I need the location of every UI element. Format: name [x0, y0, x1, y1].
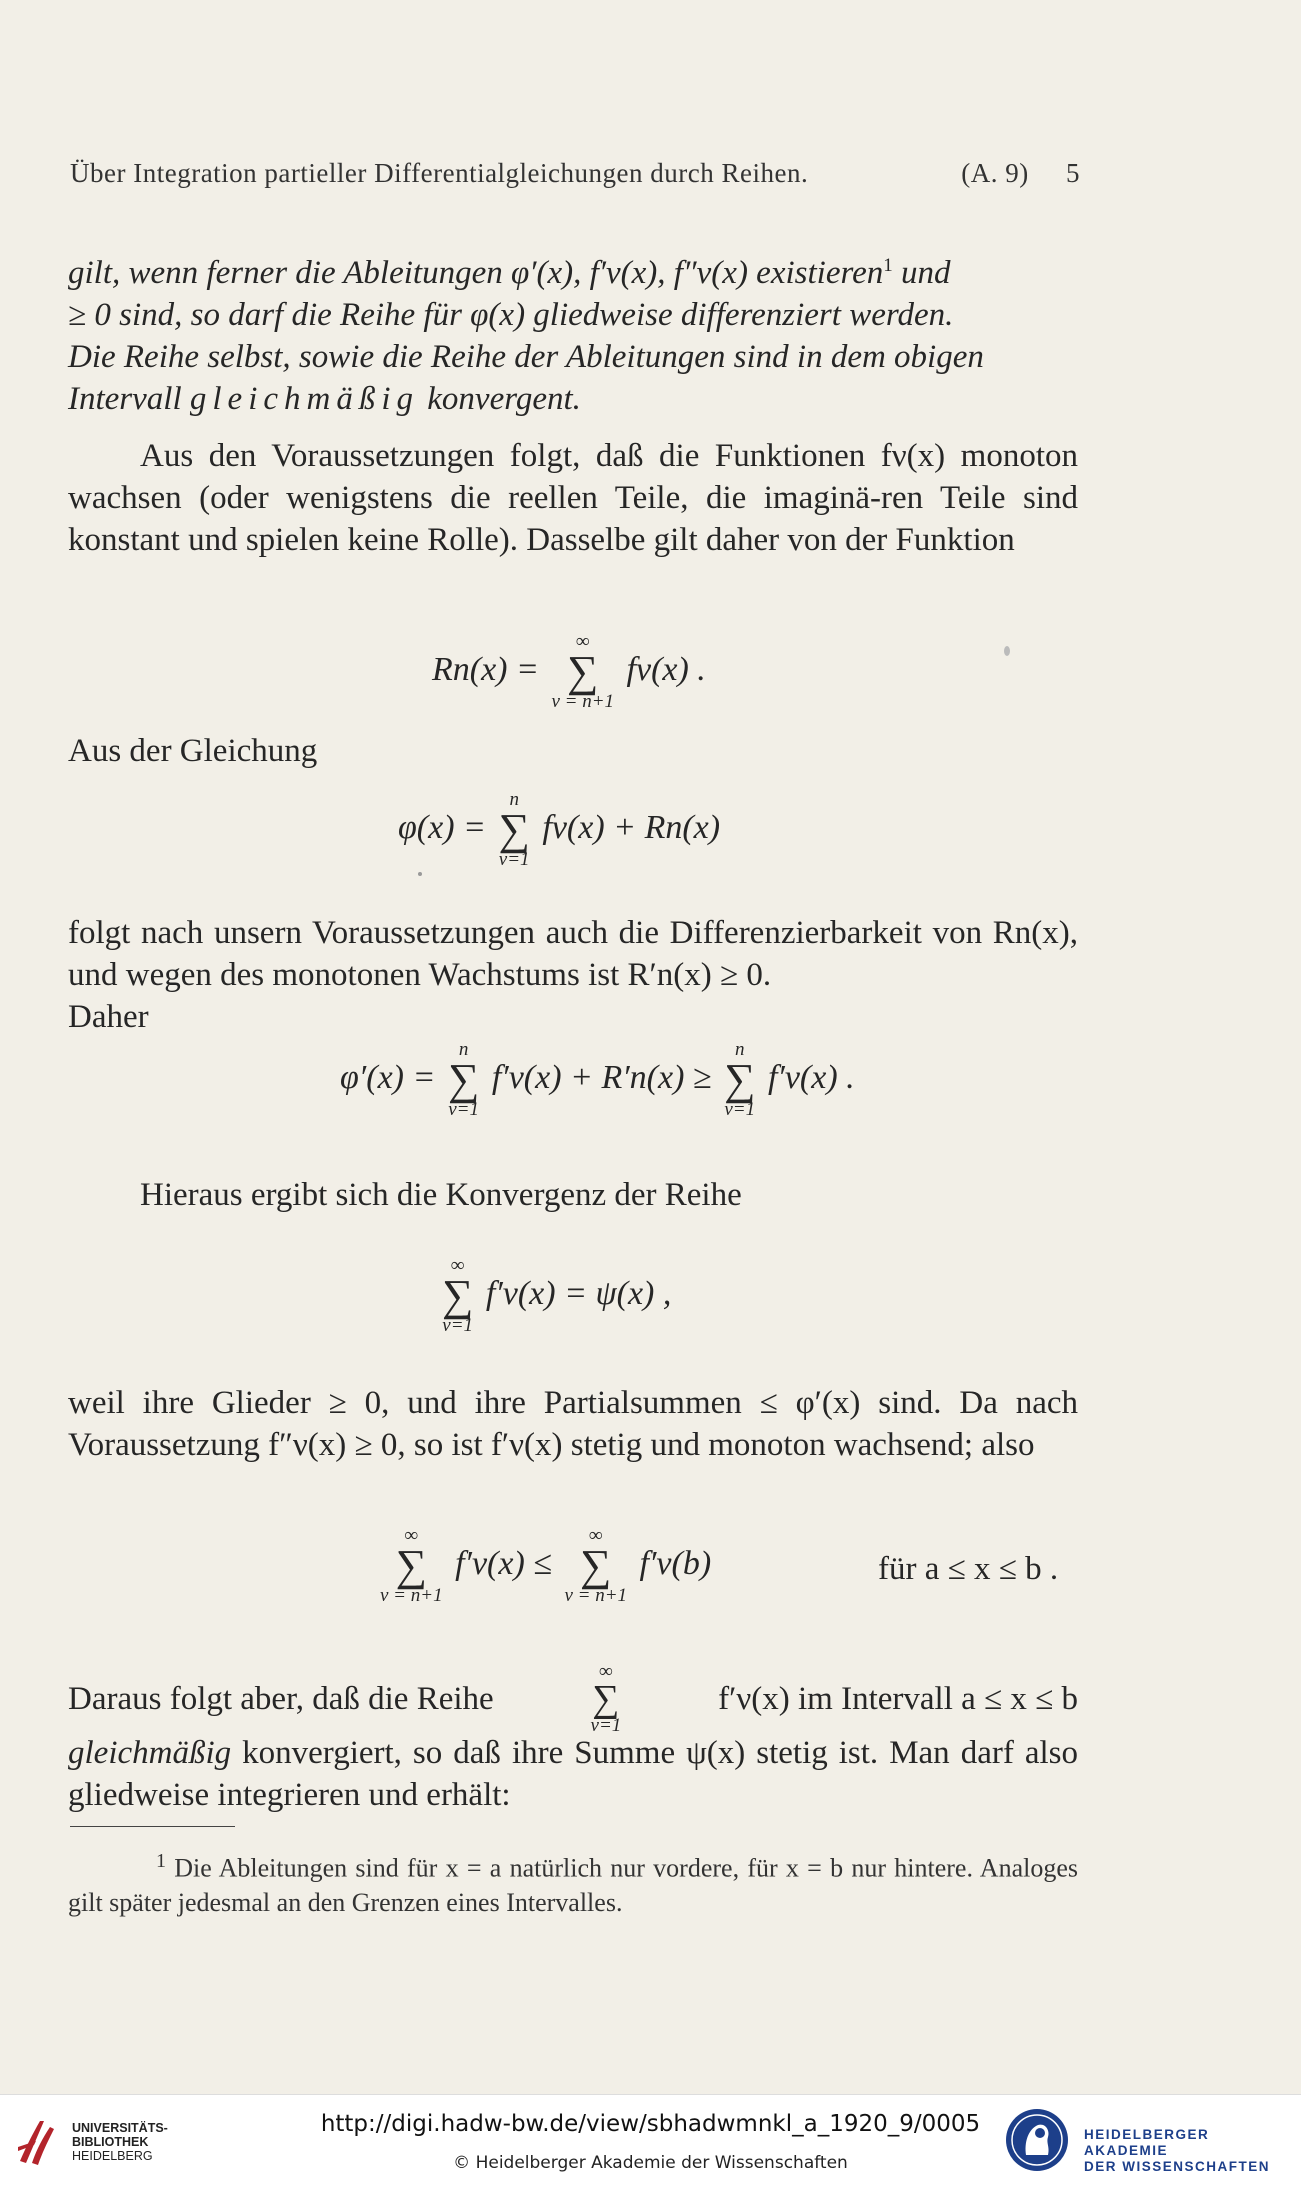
- hadw-line-2: DER WISSENSCHAFTEN: [1084, 2159, 1271, 2174]
- theorem-paragraph: [68, 245, 1078, 420]
- equation-inequality: [376, 1526, 711, 1606]
- label-gleichung: Aus der Gleichung: [68, 733, 318, 769]
- paper-speck: [418, 872, 422, 876]
- page-number: 5: [1066, 158, 1080, 188]
- paper-speck: [1004, 646, 1010, 656]
- sum-lower: ν=1: [498, 849, 530, 870]
- theorem-line-4a: Intervall: [68, 381, 190, 417]
- sum-symbol: n ∑ ν=1: [724, 1039, 756, 1120]
- sum-lower: ν=1: [442, 1315, 474, 1336]
- eq5-mid: f′ν(x) ≤: [455, 1544, 552, 1582]
- eq5-rhs: f′ν(b): [639, 1544, 712, 1582]
- italic-gleichmaessig: gleichmäßig: [68, 1735, 232, 1771]
- intervall-text: f′ν(x) im Intervall a ≤ x ≤ b: [718, 1681, 1078, 1717]
- header-title: Über Integration partieller Differentialgleichungen durch Reihen.: [70, 158, 809, 188]
- theorem-line-1-end: und: [892, 255, 951, 291]
- theorem-line-3: Die Reihe selbst, sowie die Reihe der Ableitungen sind in dem obigen: [68, 339, 984, 375]
- sum-upper: ∞: [450, 1255, 465, 1276]
- paragraph-voraussetzungen: Aus den Voraussetzungen folgt, daß die Funktionen fν(x) monoton wachsen (oder wenigstens die reellen Teile, die imaginä-ren Teile sind konstant und spielen keine Rolle). Dasselbe gilt daher von der Funktion: [68, 438, 1078, 558]
- eq3-rhs: f′ν(x) .: [767, 1058, 855, 1096]
- copyright-notice: © Heidelberger Akademie der Wissenschaften: [453, 2153, 848, 2173]
- sum-lower: ν = n+1: [564, 1585, 628, 1606]
- eq1-rhs: fν(x) .: [626, 650, 706, 688]
- eq3-mid: f′ν(x) + R′n(x) ≥: [491, 1058, 712, 1096]
- spaced-emphasis: gleichmäßig: [189, 381, 420, 417]
- equation-phi-prime: [340, 1040, 855, 1120]
- sum-symbol: ∞ ∑ ν=1: [590, 1661, 622, 1736]
- theorem-line-1-text: gilt, wenn ferner die Ableitungen φ′(x), f′ν(x), f″ν(x) existieren: [68, 255, 884, 291]
- ub-line-2: BIBLIOTHEK: [72, 2135, 149, 2149]
- sum-symbol: ∞ ∑ ν = n+1: [380, 1525, 443, 1606]
- hadw-logo-text: [1084, 2127, 1294, 2175]
- theorem-line-2: ≥ 0 sind, so darf die Reihe für φ(x) gliedweise differenziert werden.: [68, 297, 954, 333]
- sum-upper: n: [735, 1039, 745, 1060]
- theorem-line-4: [68, 378, 1078, 420]
- eq2-lhs: φ(x) =: [398, 808, 486, 846]
- footnote: [68, 1844, 1078, 1920]
- paragraph-differenzierbarkeit: folgt nach unsern Voraussetzungen auch die Differenzierbarkeit von Rn(x), und wegen des monotonen Wachstums ist R′n(x) ≥ 0.: [68, 915, 1078, 993]
- paragraph-gleichmaessig: [68, 1662, 1078, 1816]
- eq4-rhs: f′ν(x) = ψ(x) ,: [485, 1274, 672, 1312]
- sum-upper: n: [509, 789, 519, 810]
- header-right: [931, 158, 1080, 189]
- sum-upper: ∞: [588, 1525, 603, 1546]
- ub-line-3: HEIDELBERG: [72, 2149, 153, 2163]
- equation-phi: [398, 790, 720, 870]
- academy-seal-icon: [1004, 2107, 1070, 2173]
- theorem-line-4c: konvergent.: [419, 381, 581, 417]
- ub-line-1: UNIVERSITÄTS-: [72, 2121, 168, 2135]
- paragraph-gleichmaessig-line-1: [68, 1662, 1078, 1736]
- paragraph-gleichmaessig-rest: [68, 1732, 1078, 1816]
- sum-symbol: ∞ ∑ ν = n+1: [564, 1525, 628, 1606]
- sum-lower: ν = n+1: [380, 1585, 443, 1606]
- footnote-rule: [70, 1826, 235, 1827]
- permalink-url[interactable]: http://digi.hadw-bw.de/view/sbhadwmnkl_a_1920_9/0005: [320, 2111, 981, 2137]
- label-daher: Daher: [68, 999, 149, 1035]
- sum-lower: ν=1: [724, 1099, 756, 1120]
- hadw-line-1: HEIDELBERGER AKADEMIE: [1084, 2127, 1210, 2158]
- equation-rn: [432, 632, 706, 712]
- eq1-lhs: Rn(x) =: [432, 650, 539, 688]
- sum-upper: n: [458, 1039, 469, 1060]
- sum-symbol: n ∑ ν=1: [498, 789, 530, 870]
- sum-lower: ν = n+1: [551, 691, 615, 712]
- sum-upper: ∞: [404, 1525, 419, 1546]
- sum-symbol: ∞ ∑ ν=1: [442, 1255, 474, 1336]
- footnote-ref: 1: [883, 255, 893, 276]
- paragraph-glieder: weil ihre Glieder ≥ 0, und ihre Partialsummen ≤ φ′(x) sind. Da nach Voraussetzung f″ν(x) ≥ 0, so ist f′ν(x) stetig und monoton wachsend; also: [68, 1385, 1078, 1463]
- hadw-logo[interactable]: [1004, 2105, 1294, 2179]
- sum-symbol: n ∑ ν=1: [447, 1039, 480, 1120]
- eq2-rhs: fν(x) + Rn(x): [542, 808, 721, 846]
- paragraph-konvergenz: Hieraus ergibt sich die Konvergenz der Reihe: [140, 1177, 742, 1213]
- header-section: (A. 9): [961, 158, 1029, 188]
- daraus-text: Daraus folgt aber, daß die Reihe: [68, 1681, 494, 1717]
- sum-lower: ν=1: [448, 1099, 479, 1120]
- konvergiert-text: konvergiert, so daß ihre Summe ψ(x) stetig ist. Man darf also gliedweise integrieren und erhält:: [68, 1735, 1078, 1813]
- sum-upper: ∞: [575, 631, 590, 652]
- sum-symbol: ∞ ∑ ν = n+1: [551, 631, 615, 712]
- sum-upper: ∞: [599, 1661, 613, 1682]
- running-header: [70, 158, 1080, 189]
- theorem-line-1: [68, 245, 1078, 294]
- equation-psi: [438, 1256, 671, 1336]
- equation-condition: für a ≤ x ≤ b .: [878, 1551, 1059, 1587]
- footnote-mark: 1: [156, 1850, 166, 1872]
- viewer-footer: [0, 2094, 1301, 2189]
- sum-lower: ν=1: [590, 1715, 622, 1736]
- eq3-lhs: φ′(x) =: [340, 1058, 436, 1096]
- footnote-text: Die Ableitungen sind für x = a natürlich nur vordere, für x = b nur hintere. Analoges gilt später jedesmal an den Grenzen eines Intervalles.: [68, 1853, 1078, 1917]
